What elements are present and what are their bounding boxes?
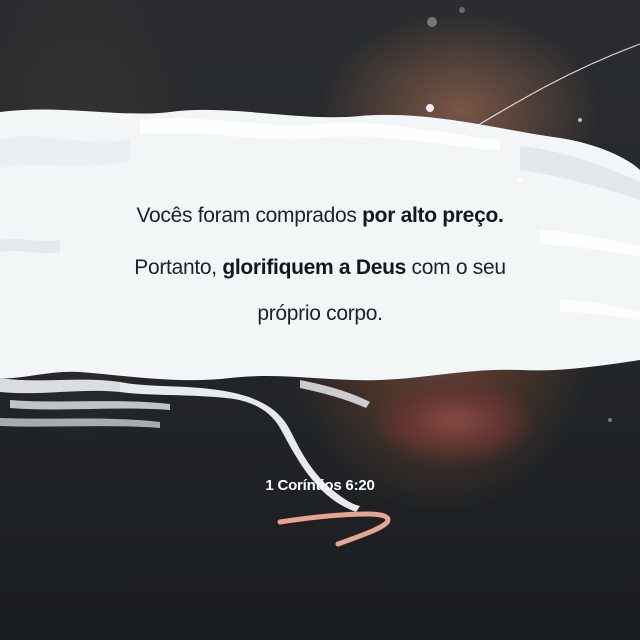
verse-line-3 — [90, 303, 550, 324]
verse-line-1-regular: Vocês foram comprados — [136, 204, 363, 227]
verse-line-1 — [90, 205, 550, 226]
verse-line-2-tail: com o seu — [405, 256, 506, 279]
verse-line-1-bold: por alto preço. — [362, 204, 504, 227]
verse-line-2 — [90, 257, 550, 278]
verse-line-3-text: próprio corpo. — [257, 302, 383, 325]
verse-line-2-regular: Portanto, — [134, 256, 223, 279]
verse-reference: 1 Coríntios 6:20 — [265, 477, 375, 494]
swoosh-arrow-icon — [276, 500, 396, 550]
verse-line-2-bold: glorifiquem a Deus — [222, 256, 406, 279]
